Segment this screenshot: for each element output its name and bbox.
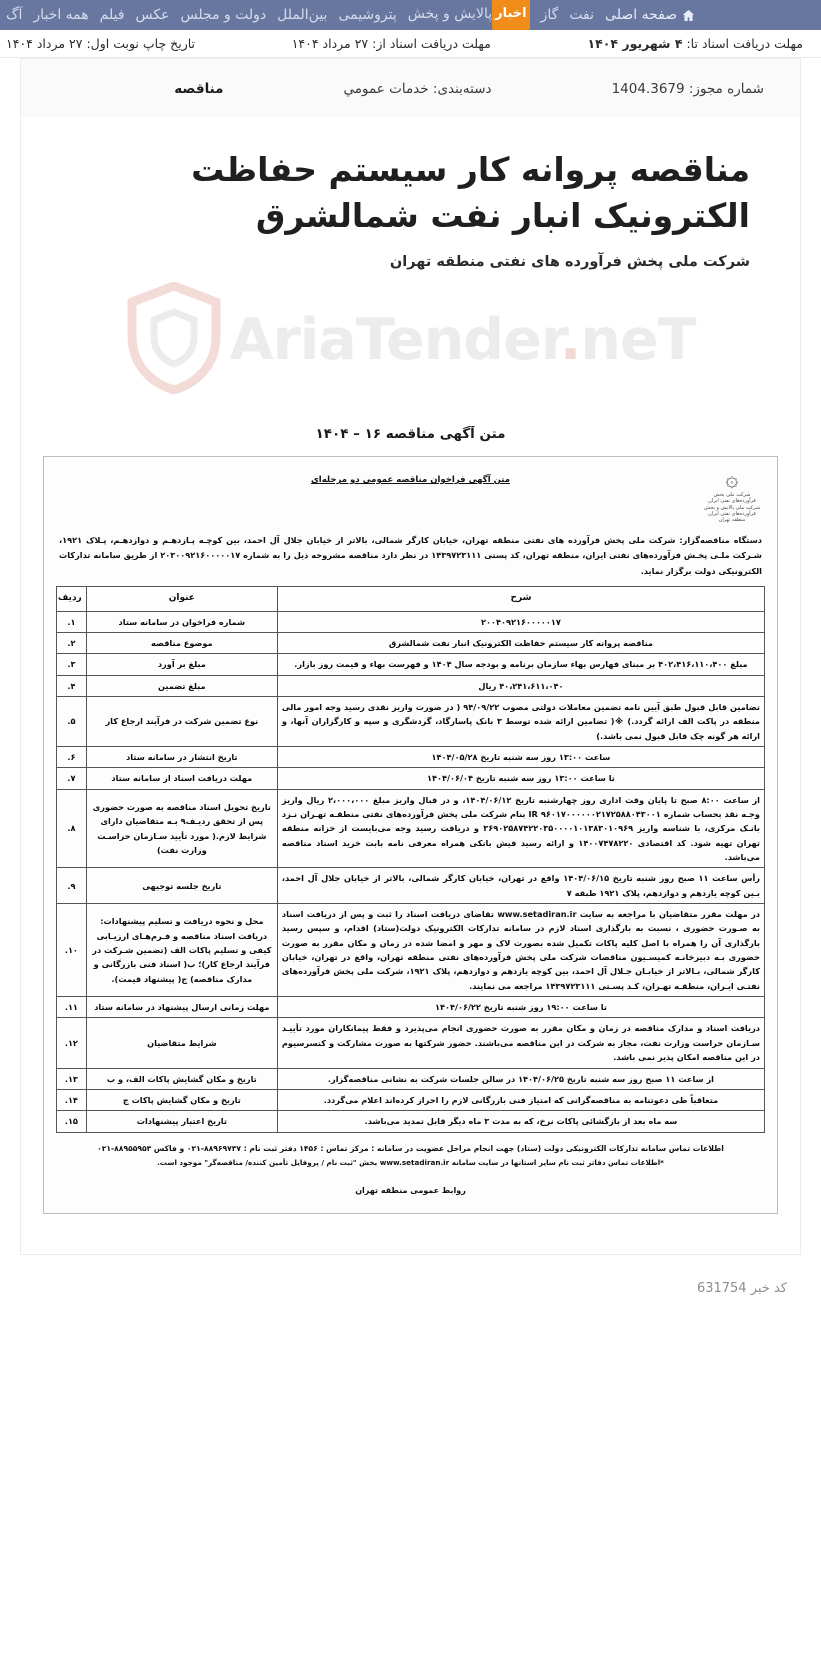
tender-dates-strip [0, 30, 821, 58]
nav-item-video[interactable]: فیلم [99, 7, 125, 23]
nav-item-oil[interactable]: نفت [569, 7, 595, 23]
row-description: تضامین قابل قبول طبق آیین نامه تضمین معاملات دولتی مصوب ۹۴/۰۹/۲۲ ( در صورت واریز نقدی رسید وجه امور مالی منطقه در پاکت الف ارائه گردد.) ※( تضامین ارائه شده توسط ۳ بانک پاسارگاد، گردشگری و سپه و کارگزاران آنها، و ارائه هر گونه چک قابل قبول نمی باشد.) [277, 696, 764, 746]
row-title: تاریخ اعتبار پیشنهادات [86, 1111, 277, 1132]
row-description: متعاقباً طی دعوتنامه به مناقصه‌گرانی که امتیاز فنی بازرگانی لازم را احراز کرده‌اند اعلام می‌گردد. [277, 1089, 764, 1110]
row-title: مبلغ تضمین [86, 675, 277, 696]
nav-item-all-news[interactable]: همه اخبار [33, 7, 89, 23]
nav-item-ads[interactable]: آگ [6, 7, 23, 23]
row-number: ۱۳. [57, 1068, 87, 1089]
row-title: شماره فراخوان در سامانه ستاد [86, 611, 277, 632]
nav-item-home-label: صفحه اصلی [605, 7, 678, 23]
row-description: از ساعت ۸:۰۰ صبح تا پایان وقت اداری روز چهارشنبه تاریخ ۱۴۰۴/۰۶/۱۲، و در قبال واریز مبلغ ۲،۰۰۰،۰۰۰ ریال واریز وجـه نقد بحساب شماره IR ۹۶۰۱۷۰۰۰۰۰۰۲۱۷۲۵۸۸۰۴۳۰۰۱ بنام شرکت ملی پخش فرآورده‌های نفتی منطقـه تهـران نـزد بانـک مرکزی، با شناسه واریز ۳۶۹۰۲۵۸۷۴۲۲۰۳۵۰۰۰۰۱۰۱۳۸۳۰۱۰۹۶۹ و دریافت رسید وجه می‌بایست از خزانه منطقه تهران تهیه شود. کد اقتصادی ۱۴۰۰۷۴۷۸۲۲۰ و ارائه رسید فیش بانکی همراه معرفی نامه بابت خرید اسناد مناقصه می‌باشد. [277, 789, 764, 868]
row-number: ۱۰. [57, 904, 87, 997]
row-number: ۱۵. [57, 1111, 87, 1132]
row-title: مهلت دریافت اسناد از سامانه ستاد [86, 768, 277, 789]
row-description: در مهلت مقرر متقاضیان با مراجعه به سایت www.setadiran.ir تقاضای دریافت اسناد را ثبت و پس از دریافت اسناد به صـورت حضوری ، نسبت به بارگذاری اسناد لازم در سامانه تدارکات الکترونیک دولت(ستاد) اقدام، و سپس رسید بارگذاری آن را همراه با اصل کلیه پاکات تکمیل شده بصورت لاک و مهر و امضا شده در زمان و مکان مقرر به صورت حضوری بـه دبیرخانـه کمیسـیون مناقصات شرکت ملی پخش فرآورده‌های نفتی منطقه تهران، واقع در تهران، خیابان کارگر شمالی، بـالاتر از خیابـان جـلال آل احمد، بین کوچه یازدهم و دوازدهم، پلاک ۱۹۲۱، شرکت ملی پخش فرآورده‌های نفتـی ایـران، منطقـه تهـران، کـد پسـتی ۱۴۳۹۷۲۳۱۱۱ مراجعه می نمایند. [277, 904, 764, 997]
table-row [57, 654, 765, 675]
nav-list [6, 0, 695, 30]
scanned-notice [43, 456, 778, 1214]
watermark-zone [21, 276, 800, 426]
table-header-row [57, 586, 765, 611]
table-body [57, 611, 765, 1132]
footer-contact-line-1: اطلاعات تماس سامانه تدارکات الکترونیکی دولت (ستاد) جهت انجام مراحل عضویت در سامانه : مرکز تماس : ۱۴۵۶ دفتر ثبت نام : ۸۸۹۶۹۷۳۷-۰۲۱ و فاکس ۸۸۹۵۵۹۵۳-۰۲۱ [97, 1143, 724, 1153]
row-description: مناقصه پروانه کار سیستم حفاظت الکترونیک انبار نفت شمالشرق [277, 632, 764, 653]
docs-until [584, 36, 807, 51]
row-title: مبلغ بر آورد [86, 654, 277, 675]
table-row [57, 696, 765, 746]
row-title: مهلت زمانی ارسال پیشنهاد در سامانه ستاد [86, 997, 277, 1018]
tender-summary-bar [21, 59, 800, 117]
row-title: تاریخ جلسه توجیهی [86, 868, 277, 904]
scan-footer-contact [56, 1133, 765, 1171]
table-row [57, 868, 765, 904]
nav-item-government[interactable]: دولت و مجلس [180, 7, 267, 23]
contracting-authority-paragraph [56, 533, 765, 586]
organization-emblem [703, 469, 761, 523]
table-row [57, 904, 765, 997]
page-title: مناقصه پروانه کار سیستم حفاظت الکترونیک انبار نفت شمالشرق [191, 150, 750, 235]
table-row [57, 997, 765, 1018]
row-number: ۱۲. [57, 1018, 87, 1068]
row-number: ۸. [57, 789, 87, 868]
row-title: موضوع مناقصه [86, 632, 277, 653]
table-row [57, 632, 765, 653]
row-title: محل و نحوه دریافت و تسلیم پیشنهادات: دریافت اسناد مناقصه و فـرم‌هـای ارزیـابی کیفی و تسلیم پاکات الف (تضمین شـرکت در فرآیند ارجاع کار)؛ ب( اسناد فنی بازرگانی و مدارک مناقصه) ج( پیشنهاد قیمت). [86, 904, 277, 997]
row-description: تا ساعت ۱۳:۰۰ روز سه شنبه تاریخ ۱۴۰۴/۰۶/۰۴ [277, 768, 764, 789]
tender-type-badge: مناقصه [174, 81, 224, 97]
table-row [57, 1018, 765, 1068]
nav-item-international[interactable]: بین‌الملل [277, 7, 328, 23]
row-description: تا ساعت ۱۹:۰۰ روز شنبه تاریخ ۱۴۰۴/۰۶/۲۲ [277, 997, 764, 1018]
nav-item-gas[interactable]: گاز [540, 7, 559, 23]
row-number: ۱۴. [57, 1089, 87, 1110]
row-title: تاریخ انتشار در سامانه ستاد [86, 746, 277, 767]
emblem-line-1: شرکت ملی پخش فرآورده‌های نفتی ایران [708, 492, 756, 505]
footer-contact-line-2: *اطلاعات تماس دفاتر ثبت نام سایر استانها در سایت سامانه www.setadiran.ir بخش "ثبت نام / پروفایل تأمین کننده/ مناقصه‌گر" موجود است. [157, 1158, 664, 1168]
row-title: تاریخ و مکان گشایش پاکات ج [86, 1089, 277, 1110]
column-header-title: عنوان [86, 586, 277, 611]
watermark-text-main: AriaTender [229, 307, 560, 374]
column-header-desc: شرح [277, 586, 764, 611]
nav-item-home[interactable] [605, 0, 695, 30]
row-title: شرایط متقاضیان [86, 1018, 277, 1068]
table-row [57, 789, 765, 868]
scan-signature: روابط عمومی منطقه تهران [355, 1186, 466, 1196]
watermark-text-net: neT [580, 307, 696, 374]
table-row [57, 1111, 765, 1132]
row-description: ۴۰،۲۴۱،۶۱۱،۰۴۰ ریال [277, 675, 764, 696]
table-row [57, 675, 765, 696]
tender-details-table [56, 586, 765, 1133]
row-number: ۶. [57, 746, 87, 767]
row-number: ۴. [57, 675, 87, 696]
scan-header [56, 467, 765, 533]
title-block [21, 117, 800, 276]
docs-from: مهلت دریافت اسناد از: ۲۷ مرداد ۱۴۰۴ [291, 36, 491, 51]
home-icon [682, 9, 695, 22]
row-description: رأس ساعت ۱۱ صبح روز شنبه تاریخ ۱۴۰۴/۰۶/۱۵ واقع در تهران، خیابان کارگر شمالی، بالاتر از خیابان جلال آل احمد، بـین کوچه یازدهم و دوازدهم، پلاک ۱۹۲۱ طبقه ۷ [277, 868, 764, 904]
table-row [57, 768, 765, 789]
row-number: ۷. [57, 768, 87, 789]
nav-item-petrochemical[interactable]: پتروشیمی [338, 7, 397, 23]
news-code: کد خبر 631754 [696, 1281, 787, 1297]
table-row [57, 746, 765, 767]
row-title: تاریخ تحویل اسناد مناقصه به صورت حضوری پس از تحقق ردیـف۹ بـه متقاضیان دارای شرایط لازم.( مورد تأیید سـازمان حراسـت وزارت نفت) [86, 789, 277, 868]
row-number: ۵. [57, 696, 87, 746]
column-header-num: ردیف [57, 586, 87, 611]
tender-card [20, 58, 801, 1255]
docs-until-value: ۴ شهریور ۱۴۰۴ [587, 36, 683, 51]
scan-title: متن آگهی فراخوان مناقصه عمومی دو مرحله‌ای [311, 475, 510, 486]
row-number: ۳. [57, 654, 87, 675]
nav-item-photo[interactable]: عکس [135, 7, 170, 23]
site-logo-badge: اخبار [492, 0, 530, 30]
nav-item-refining[interactable] [408, 0, 530, 30]
row-description: ساعت ۱۳:۰۰ روز سه شنبه تاریخ ۱۴۰۴/۰۵/۲۸ [277, 746, 764, 767]
row-title: نوع تضمین شرکت در فرآیند ارجاع کار [86, 696, 277, 746]
row-description: ۲۰۰۴۰۹۲۱۶۰۰۰۰۰۱۷ [277, 611, 764, 632]
row-number: ۱. [57, 611, 87, 632]
docs-until-label: مهلت دریافت اسناد تا: [686, 36, 803, 51]
page-subtitle: شرکت ملی پخش فرآورده های نفتی منطقه تهران [389, 254, 750, 271]
table-row [57, 1068, 765, 1089]
emblem-line-2: شرکت ملی پالایش و پخش فرآورده‌های نفتی ایران [703, 504, 761, 517]
document-area [21, 426, 800, 1254]
nav-item-refining-label: پالایش و پخش [407, 6, 493, 22]
emblem-glyph: ۞ [725, 467, 739, 493]
row-number: ۲. [57, 632, 87, 653]
contracting-authority-lead: دستگاه مناقصه‌گزار: [679, 535, 762, 546]
top-navigation-bar [0, 0, 821, 30]
contracting-authority-body: شرکت ملی پخش فرآورده های نفتی منطقه تهران، خیابان کارگر شمالی، بالاتر از خیابان جلال آل احمد، بین کوچـه پـازدهـم و دوازدهـم، پـلاک ۱۹۲۱، شـرکت ملـی پخـش فرآورده‌های نفتی ایران، منطقه تهران، کد پستی ۱۴۳۹۷۲۳۱۱۱ در نظر دارد مناقصه مشروحه ذیل را به شماره ۲۰۳۰۰۹۲۱۶۰۰۰۰۰۱۷ از طریق سامانه تدارکات الکترونیکی دولت برگزار نماید. [59, 535, 762, 576]
table-row [57, 1089, 765, 1110]
row-description: مبلغ ۴۰۲،۴۱۶،۱۱۰،۴۰۰ بر مبنای فهارس بهاء سازمان برنامه و بودجه سال ۱۴۰۴ و فهرست بهاء و قیمت روز بازار. [277, 654, 764, 675]
row-number: ۱۱. [57, 997, 87, 1018]
table-row [57, 611, 765, 632]
shield-icon [126, 282, 222, 398]
watermark-text [230, 307, 696, 373]
row-description: سه ماه بعد از بازگشائی پاکات نرخ، که به مدت ۳ ماه دیگر قابل تمدید می‌باشد. [277, 1111, 764, 1132]
emblem-line-3: منطقه تهران [718, 517, 746, 524]
site-watermark [21, 282, 800, 398]
row-description: از ساعت ۱۱ صبح روز سه شنبه تاریخ ۱۴۰۴/۰۶/۲۵ در سالن جلسات شرکت به نشانی مناقصه‌گزار. [277, 1068, 764, 1089]
row-number: ۹. [57, 868, 87, 904]
document-heading: متن آگهی مناقصه ۱۶ – ۱۴۰۴ [315, 426, 506, 443]
row-title: تاریخ و مکان گشایش پاکات الف، و ب [86, 1068, 277, 1089]
row-description: دریافت اسناد و مدارک مناقصه در زمان و مکان مقرر به صورت حضوری انجام می‌پذیرد و فقط پیمانکاران مورد تأییـد سـازمان حراست وزارت نفت، مجاز به شرکت در این مناقصه می‌باشند. حضور شرکتها به صورت مشارکت و کنسرسیوم در این مناقصه امکان پذیر نمی باشد. [277, 1018, 764, 1068]
watermark-text-dot: . [559, 307, 581, 374]
category-label: دسته‌بندی: خدمات عمومي [343, 81, 492, 97]
license-number: شماره مجوز: 1404.3679 [611, 81, 764, 97]
print-date: تاریخ چاپ نوبت اول: ۲۷ مرداد ۱۴۰۴ [6, 36, 196, 51]
